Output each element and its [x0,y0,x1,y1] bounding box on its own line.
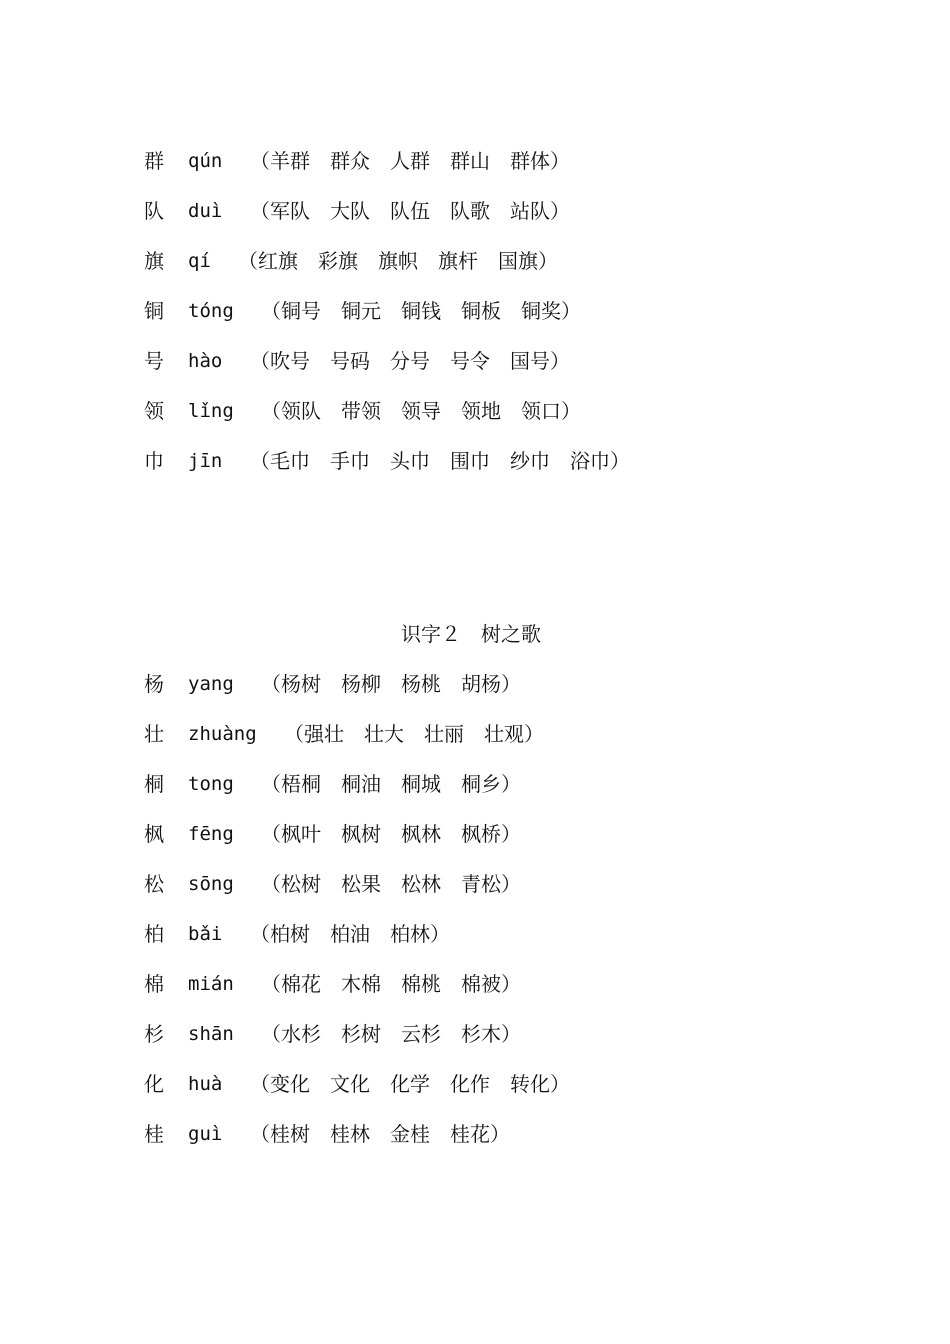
vocab-char: 群 [144,149,164,173]
vocab-pinyin: jīn [188,450,223,472]
vocab-pinyin: hào [188,350,223,372]
vocab-row [0,1066,950,1116]
vocab-char: 柏 [144,922,164,946]
vocab-words: （红旗 彩旗 旗帜 旗杆 国旗） [238,249,558,273]
vocab-pinyin: fēng [188,823,234,845]
vocab-words: （棉花 木棉 棉桃 棉被） [261,972,521,996]
vocab-words: （吹号 号码 分号 号令 国号） [250,349,570,373]
vocab-words: （桂树 桂林 金桂 桂花） [250,1122,510,1146]
vocab-words: （杨树 杨柳 杨桃 胡杨） [261,672,521,696]
vocab-char: 棉 [144,972,164,996]
vocab-pinyin: shān [188,1023,234,1045]
vocab-pinyin: qún [188,150,223,172]
vocab-char: 壮 [144,722,164,746]
vocab-char: 化 [144,1072,164,1096]
vocab-list-2 [0,666,950,1166]
vocab-row [0,666,950,716]
vocab-words: （水杉 杉树 云杉 杉木） [261,1022,521,1046]
vocab-words: （羊群 群众 人群 群山 群体） [250,149,570,173]
vocab-words: （柏树 柏油 柏林） [250,922,450,946]
vocab-char: 号 [144,349,164,373]
vocab-pinyin: huà [188,1073,223,1095]
vocab-words: （领队 带领 领导 领地 领口） [261,399,581,423]
vocab-words: （军队 大队 队伍 队歌 站队） [250,199,570,223]
vocab-row [0,816,950,866]
vocab-row [0,293,950,343]
vocab-row [0,916,950,966]
vocab-row [0,393,950,443]
vocab-row [0,443,950,493]
vocab-list-1 [0,143,950,493]
vocab-words: （铜号 铜元 铜钱 铜板 铜奖） [261,299,581,323]
vocab-char: 杨 [144,672,164,696]
vocab-row [0,143,950,193]
vocab-words: （变化 文化 化学 化作 转化） [250,1072,570,1096]
vocab-pinyin: guì [188,1123,223,1145]
vocab-row [0,866,950,916]
vocab-words: （松树 松果 松林 青松） [261,872,521,896]
vocab-pinyin: qí [188,250,211,272]
vocab-pinyin: duì [188,200,223,222]
vocab-char: 松 [144,872,164,896]
vocab-row [0,343,950,393]
vocab-char: 桐 [144,772,164,796]
vocab-row [0,1116,950,1166]
vocab-pinyin: sōng [188,873,234,895]
vocab-char: 巾 [144,449,164,473]
vocab-pinyin: bǎi [188,923,223,945]
vocab-row [0,243,950,293]
vocab-char: 枫 [144,822,164,846]
vocab-words: （强壮 壮大 壮丽 壮观） [284,722,544,746]
vocab-row [0,716,950,766]
vocab-char: 旗 [144,249,164,273]
vocab-words: （梧桐 桐油 桐城 桐乡） [261,772,521,796]
lesson-title [0,616,950,652]
vocab-words: （毛巾 手巾 头巾 围巾 纱巾 浴巾） [250,449,630,473]
vocab-pinyin: tóng [188,300,234,322]
vocab-words: （枫叶 枫树 枫林 枫桥） [261,822,521,846]
vocab-row [0,1016,950,1066]
vocab-pinyin: mián [188,973,234,995]
vocab-char: 杉 [144,1022,164,1046]
vocab-char: 铜 [144,299,164,323]
vocab-char: 桂 [144,1122,164,1146]
vocab-row [0,966,950,1016]
vocab-char: 队 [144,199,164,223]
vocab-row [0,193,950,243]
vocab-pinyin: yang [188,673,234,695]
vocab-row [0,766,950,816]
lesson-title-text: 识字２ 树之歌 [401,622,541,646]
vocab-pinyin: lǐng [188,400,234,422]
vocab-char: 领 [144,399,164,423]
vocab-pinyin: tong [188,773,234,795]
vocab-pinyin: zhuàng [188,723,257,745]
